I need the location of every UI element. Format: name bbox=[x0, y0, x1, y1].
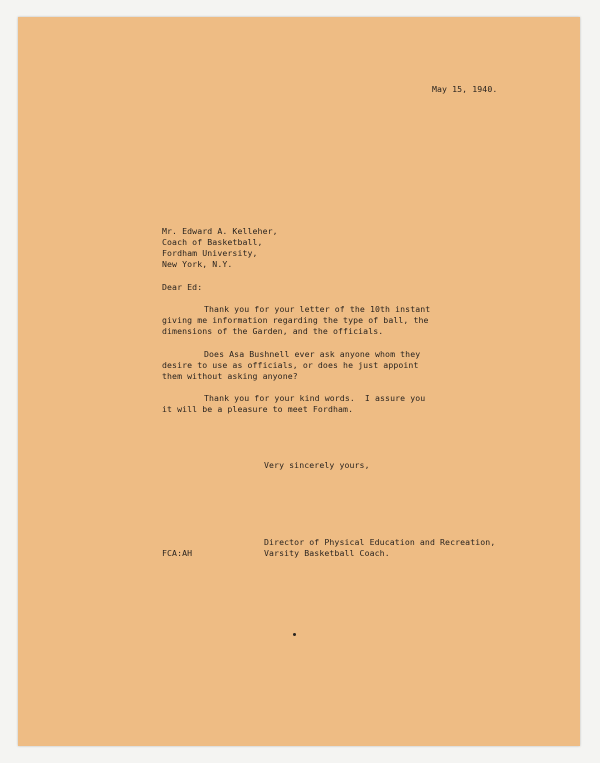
closing: Very sincerely yours, bbox=[264, 460, 370, 470]
body-line: Thank you for your letter of the 10th instant bbox=[204, 304, 431, 314]
body-line: them without asking anyone? bbox=[162, 371, 298, 381]
reference-initials: FCA:AH bbox=[162, 548, 193, 558]
recipient-line: Mr. Edward A. Kelleher, bbox=[162, 226, 278, 236]
body-line: Thank you for your kind words. I assure you bbox=[204, 393, 426, 403]
body-line: Does Asa Bushnell ever ask anyone whom they bbox=[204, 349, 421, 359]
recipient-line: New York, N.Y. bbox=[162, 259, 233, 269]
body-line: desire to use as officials, or does he just appoint bbox=[162, 360, 419, 370]
letter-date: May 15, 1940. bbox=[432, 84, 498, 94]
body-line: giving me information regarding the type of ball, the bbox=[162, 315, 429, 325]
signature-title-line: Director of Physical Education and Recreation, bbox=[264, 537, 496, 547]
ink-dot bbox=[293, 633, 296, 636]
signature-title-line: Varsity Basketball Coach. bbox=[264, 548, 390, 558]
salutation: Dear Ed: bbox=[162, 282, 203, 292]
recipient-line: Fordham University, bbox=[162, 248, 258, 258]
letter-page bbox=[18, 17, 580, 746]
recipient-line: Coach of Basketball, bbox=[162, 237, 263, 247]
body-line: dimensions of the Garden, and the officials. bbox=[162, 326, 384, 336]
body-line: it will be a pleasure to meet Fordham. bbox=[162, 404, 354, 414]
